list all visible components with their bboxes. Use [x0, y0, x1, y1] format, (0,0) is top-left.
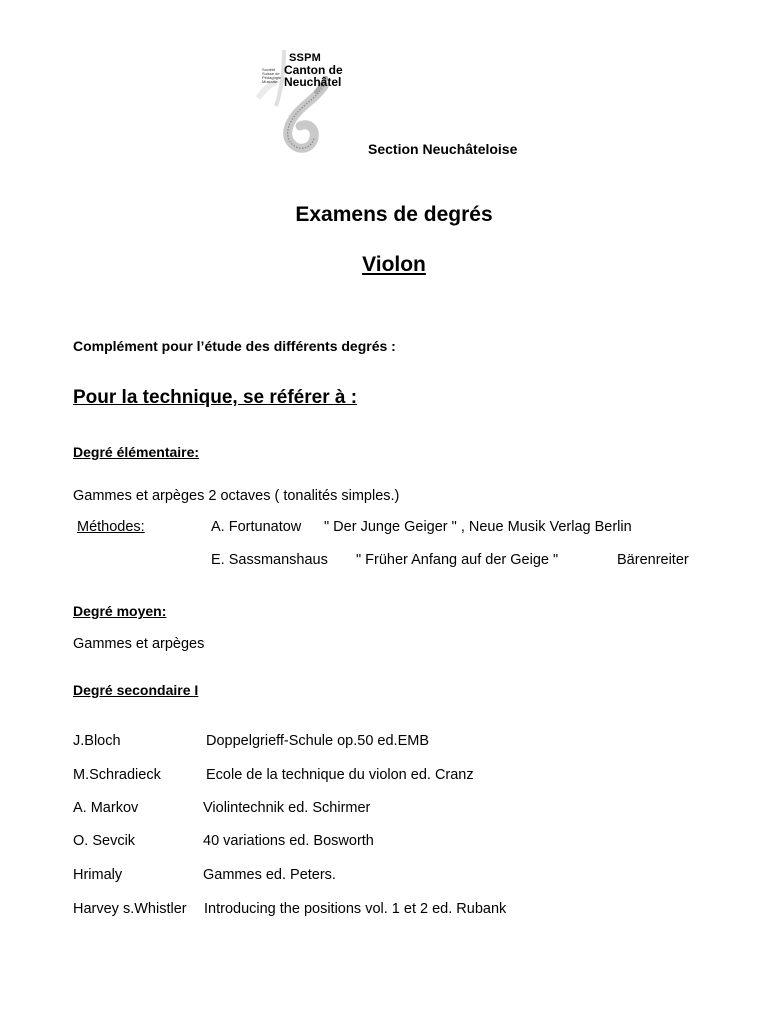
methode-author: A. Fortunatow [211, 519, 302, 535]
logo-canton: Canton de [284, 63, 343, 77]
heading-degre-secondaire: Degré secondaire I [73, 682, 199, 698]
entry-author: J.Bloch [73, 733, 121, 749]
entry-work: Introducing the positions vol. 1 et 2 ed. Rubank [204, 901, 507, 917]
entry-work: Gammes ed. Peters. [203, 867, 336, 883]
logo-small-text: Société Suisse de Pédagogie Musicale [262, 67, 282, 84]
page-subtitle: Violon [362, 253, 426, 276]
methode-author: E. Sassmanshaus [211, 552, 328, 568]
entry-author: Harvey s.Whistler [73, 901, 187, 917]
entry-work: Violintechnik ed. Schirmer [203, 800, 371, 816]
logo-sspm: SSPM [289, 52, 321, 64]
entry-work: Ecole de la technique du violon ed. Cranz [206, 767, 474, 783]
sspm-logo [254, 48, 370, 156]
technique-heading: Pour la technique, se référer à : [73, 387, 358, 408]
section-name: Section Neuchâteloise [368, 141, 518, 157]
elementaire-gammes: Gammes et arpèges 2 octaves ( tonalités simples.) [73, 488, 400, 504]
entry-author: Hrimaly [73, 867, 123, 883]
entry-author: A. Markov [73, 800, 139, 816]
logo-city: Neuchâtel [284, 75, 342, 89]
methode-work: " Der Junge Geiger " , Neue Musik Verlag Berlin [324, 519, 632, 535]
heading-degre-elementaire: Degré élémentaire: [73, 444, 200, 460]
entry-work: 40 variations ed. Bosworth [203, 833, 374, 849]
entry-author: M.Schradieck [73, 767, 161, 783]
methode-work: " Früher Anfang auf der Geige " [356, 552, 559, 568]
entry-author: O. Sevcik [73, 833, 136, 849]
entry-work: Doppelgrieff-Schule op.50 ed.EMB [206, 733, 430, 749]
methode-publisher: Bärenreiter [617, 552, 689, 568]
methodes-label: Méthodes: [77, 519, 145, 535]
heading-degre-moyen: Degré moyen: [73, 603, 167, 619]
page-title: Examens de degrés [295, 203, 493, 226]
moyen-text: Gammes et arpèges [73, 636, 205, 652]
complement-heading: Complément pour l’étude des différents degrés : [73, 338, 396, 354]
